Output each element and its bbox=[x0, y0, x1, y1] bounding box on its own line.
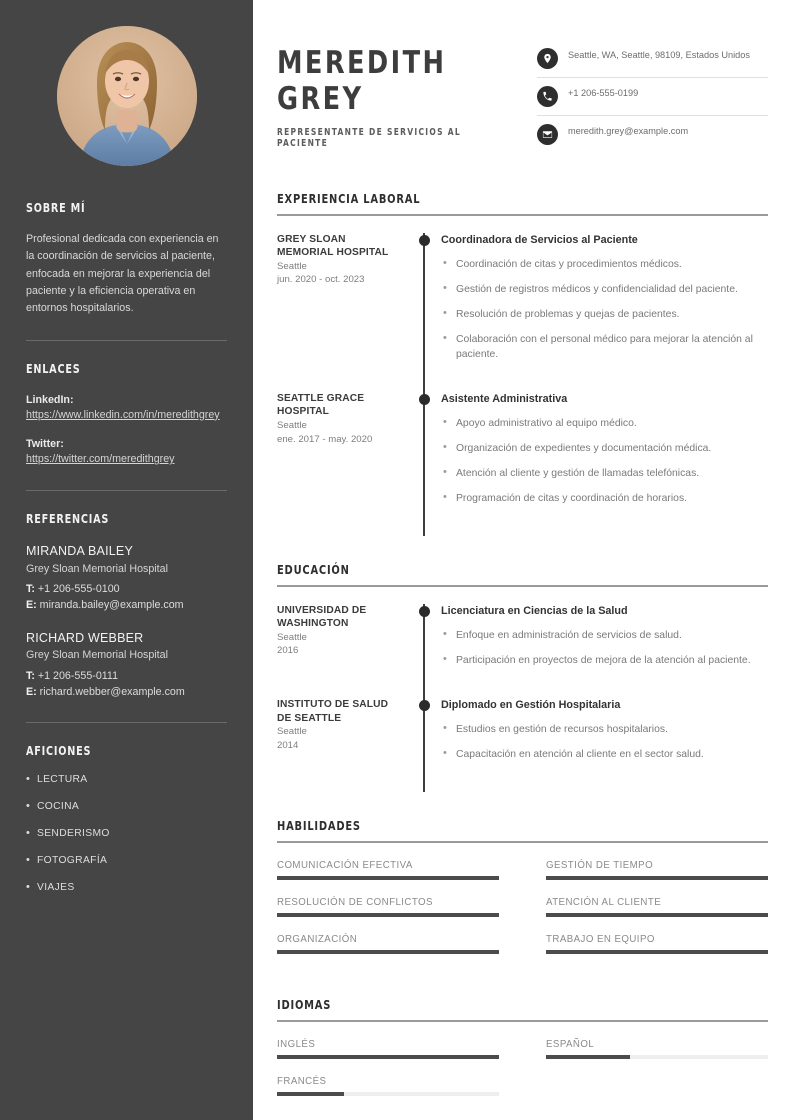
entry-org: UNIVERSIDAD DE WASHINGTON bbox=[277, 604, 367, 630]
divider bbox=[26, 722, 227, 723]
portrait-illustration bbox=[57, 26, 197, 166]
avatar bbox=[57, 26, 197, 166]
section-title-links: ENLACES bbox=[26, 360, 81, 376]
timeline-line bbox=[423, 233, 425, 392]
timeline-track bbox=[415, 233, 441, 392]
language-label: INGLÉS bbox=[277, 1038, 316, 1050]
reference-item bbox=[26, 629, 227, 700]
reference-phone-label: T: bbox=[26, 669, 35, 682]
entry-body bbox=[441, 604, 768, 698]
experience-entry bbox=[277, 233, 768, 392]
hobby-item: • SENDERISMO bbox=[26, 828, 227, 839]
skill-bar-fill bbox=[546, 876, 768, 880]
timeline-track bbox=[415, 604, 441, 698]
entry-bullet: • Enfoque en administración de servicios de salud. bbox=[441, 628, 768, 643]
skill-bar-fill bbox=[277, 876, 499, 880]
contact-row-address bbox=[537, 40, 768, 78]
skill-bar-fill bbox=[546, 950, 768, 954]
section-title-skills: HABILIDADES bbox=[277, 818, 361, 834]
entry-title: Coordinadora de Servicios al Paciente bbox=[441, 233, 638, 246]
education-entry bbox=[277, 604, 768, 698]
language-label: FRANCÉS bbox=[277, 1075, 327, 1087]
section-hobbies bbox=[26, 743, 227, 893]
profile-photo-wrap bbox=[26, 26, 227, 166]
skill-item bbox=[277, 860, 499, 880]
timeline-dot-icon bbox=[419, 700, 430, 711]
skill-bar-fill bbox=[277, 950, 499, 954]
timeline-line bbox=[423, 392, 425, 536]
phone-icon bbox=[537, 86, 558, 107]
contact-row-email bbox=[537, 116, 768, 153]
entry-meta bbox=[277, 698, 415, 792]
section-references bbox=[26, 511, 227, 700]
section-title-experience: EXPERIENCIA LABORAL bbox=[277, 191, 421, 206]
reference-email: richard.webber@example.com bbox=[39, 685, 185, 698]
location-pin-icon bbox=[537, 48, 558, 69]
timeline-dot-icon bbox=[419, 235, 430, 246]
entry-bullet: • Atención al cliente y gestión de llamadas telefónicas. bbox=[441, 466, 768, 481]
spacer bbox=[277, 542, 768, 562]
language-bar-fill bbox=[277, 1055, 499, 1059]
section-rule bbox=[277, 841, 768, 843]
section-title-education: EDUCACIÓN bbox=[277, 562, 350, 578]
envelope-icon bbox=[537, 124, 558, 145]
reference-email-row bbox=[26, 684, 227, 700]
spacer bbox=[277, 798, 768, 818]
link-url-twitter[interactable]: https://twitter.com/meredithgrey bbox=[26, 453, 175, 466]
reference-phone: +1 206-555-0111 bbox=[37, 669, 119, 682]
entry-org: GREY SLOAN MEMORIAL HOSPITAL bbox=[277, 233, 389, 259]
link-item-linkedin bbox=[26, 392, 227, 424]
skill-item bbox=[546, 860, 768, 880]
entry-body bbox=[441, 233, 768, 392]
reference-name: MIRANDA BAILEY bbox=[26, 543, 133, 558]
timeline-track bbox=[415, 392, 441, 536]
entry-bullet: • Estudios en gestión de recursos hospitalarios. bbox=[441, 722, 768, 737]
entry-bullet: • Apoyo administrativo al equipo médico. bbox=[441, 416, 768, 431]
entry-body bbox=[441, 392, 768, 536]
contact-address: Seattle, WA, Seattle, 98109, Estados Unidos bbox=[567, 50, 750, 60]
skill-label: COMUNICACIÓN EFECTIVA bbox=[277, 859, 413, 871]
section-experience bbox=[277, 191, 768, 536]
entry-location: Seattle bbox=[277, 419, 307, 431]
entry-meta bbox=[277, 604, 415, 698]
language-bar-track bbox=[277, 1092, 499, 1096]
section-title-languages: IDIOMAS bbox=[277, 996, 332, 1012]
reference-org: Grey Sloan Memorial Hospital bbox=[26, 649, 168, 662]
entry-dates: jun. 2020 - oct. 2023 bbox=[277, 274, 365, 286]
entry-title: Licenciatura en Ciencias de la Salud bbox=[441, 604, 628, 617]
language-bar-track bbox=[546, 1055, 768, 1059]
skill-bar-fill bbox=[277, 913, 499, 917]
name-block bbox=[277, 34, 537, 149]
entry-bullet: • Programación de citas y coordinación de horarios. bbox=[441, 491, 768, 506]
entry-meta bbox=[277, 392, 415, 536]
link-label: LinkedIn: bbox=[26, 393, 74, 406]
reference-phone-label: T: bbox=[26, 582, 35, 595]
entry-bullet: • Coordinación de citas y procedimientos médicos. bbox=[441, 257, 768, 272]
skill-label: RESOLUCIÓN DE CONFLICTOS bbox=[277, 896, 433, 908]
entry-bullet: • Gestión de registros médicos y confidencialidad del paciente. bbox=[441, 282, 768, 297]
entry-bullet: • Organización de expedientes y documentación médica. bbox=[441, 441, 768, 456]
skill-bar-track bbox=[546, 950, 768, 954]
skill-bar-fill bbox=[546, 913, 768, 917]
hobby-item: • VIAJES bbox=[26, 882, 227, 893]
section-languages bbox=[277, 997, 768, 1113]
reference-phone-row bbox=[26, 668, 227, 684]
divider bbox=[26, 490, 227, 491]
entry-location: Seattle bbox=[277, 260, 307, 272]
language-bar-fill bbox=[277, 1092, 344, 1096]
contact-email: meredith.grey@example.com bbox=[567, 126, 689, 136]
reference-phone: +1 206-555-0100 bbox=[37, 582, 120, 595]
entry-body bbox=[441, 698, 768, 792]
language-item bbox=[277, 1076, 499, 1096]
skill-bar-track bbox=[277, 876, 499, 880]
entry-dates: ene. 2017 - may. 2020 bbox=[277, 433, 373, 445]
entry-meta bbox=[277, 233, 415, 392]
reference-phone-row bbox=[26, 581, 227, 597]
section-title-about: SOBRE MÍ bbox=[26, 200, 86, 215]
entry-dates: 2016 bbox=[277, 645, 299, 657]
experience-entry bbox=[277, 392, 768, 536]
entry-location: Seattle bbox=[277, 631, 307, 643]
timeline-dot-icon bbox=[419, 606, 430, 617]
entry-org: INSTITUTO DE SALUD DE SEATTLE bbox=[277, 699, 389, 724]
section-title-hobbies: AFICIONES bbox=[26, 742, 92, 758]
skill-bar-track bbox=[546, 876, 768, 880]
timeline-line bbox=[423, 604, 425, 698]
reference-email-row bbox=[26, 597, 227, 613]
spacer bbox=[277, 977, 768, 997]
sidebar bbox=[0, 0, 253, 1120]
entry-bullet: • Participación en proyectos de mejora de la atención al paciente. bbox=[441, 653, 768, 668]
reference-email: miranda.bailey@example.com bbox=[39, 598, 184, 611]
section-rule bbox=[277, 1020, 768, 1022]
entry-title: Asistente Administrativa bbox=[441, 393, 568, 406]
section-rule bbox=[277, 214, 768, 216]
link-url-linkedin[interactable]: https://www.linkedin.com/in/meredithgrey bbox=[26, 408, 220, 421]
contact-phone: +1 206-555-0199 bbox=[567, 88, 639, 98]
entry-title: Diplomado en Gestión Hospitalaria bbox=[441, 699, 621, 712]
skill-label: GESTIÓN DE TIEMPO bbox=[546, 859, 654, 871]
entry-bullet: • Resolución de problemas y quejas de pacientes. bbox=[441, 307, 768, 322]
link-item-twitter bbox=[26, 436, 227, 468]
last-name: GREY bbox=[277, 80, 364, 117]
language-bar-track bbox=[277, 1055, 499, 1059]
reference-email-label: E: bbox=[26, 598, 37, 611]
section-education bbox=[277, 562, 768, 792]
timeline-line bbox=[423, 698, 425, 792]
reference-email-label: E: bbox=[26, 685, 37, 698]
skills-grid bbox=[277, 860, 768, 971]
link-label: Twitter: bbox=[26, 438, 64, 451]
reference-item bbox=[26, 542, 227, 613]
reference-org: Grey Sloan Memorial Hospital bbox=[26, 562, 168, 575]
main-content bbox=[253, 0, 794, 1120]
timeline-track bbox=[415, 698, 441, 792]
hobby-item: • FOTOGRAFÍA bbox=[26, 855, 227, 866]
header bbox=[277, 34, 768, 153]
timeline-dot-icon bbox=[419, 394, 430, 405]
contact-list bbox=[537, 34, 768, 153]
language-label: ESPAÑOL bbox=[546, 1038, 595, 1050]
section-skills bbox=[277, 818, 768, 971]
entry-bullet: • Capacitación en atención al cliente en el sector salud. bbox=[441, 747, 768, 762]
language-item bbox=[546, 1039, 768, 1059]
entry-org: SEATTLE GRACE HOSPITAL bbox=[277, 393, 365, 418]
skill-bar-track bbox=[277, 950, 499, 954]
divider bbox=[26, 340, 227, 341]
skill-bar-track bbox=[546, 913, 768, 917]
education-entry bbox=[277, 698, 768, 792]
reference-name: RICHARD WEBBER bbox=[26, 630, 144, 645]
entry-bullet: • Colaboración con el personal médico para mejorar la atención al paciente. bbox=[441, 332, 768, 362]
skill-item bbox=[277, 897, 499, 917]
entry-location: Seattle bbox=[277, 726, 307, 738]
section-title-references: REFERENCIAS bbox=[26, 510, 110, 526]
skill-bar-track bbox=[277, 913, 499, 917]
skill-label: ORGANIZACIÓN bbox=[277, 933, 358, 945]
skill-item bbox=[277, 934, 499, 954]
language-item bbox=[277, 1039, 499, 1059]
section-about bbox=[26, 200, 227, 318]
contact-row-phone bbox=[537, 78, 768, 116]
languages-grid bbox=[277, 1039, 768, 1113]
section-rule bbox=[277, 585, 768, 587]
entry-dates: 2014 bbox=[277, 739, 299, 751]
hobby-item: • LECTURA bbox=[26, 774, 227, 785]
job-role-subtitle: REPRESENTANTE DE SERVICIOS AL PACIENTE bbox=[277, 126, 462, 149]
about-text: Profesional dedicada con experiencia en la coordinación de servicios al paciente, enfocada en mejorar la experiencia del paciente y la eficiencia operativa en entornos hospitalarios. bbox=[26, 233, 219, 315]
section-links bbox=[26, 361, 227, 468]
skill-label: ATENCIÓN AL CLIENTE bbox=[546, 896, 662, 908]
hobby-item: • COCINA bbox=[26, 801, 227, 812]
language-bar-fill bbox=[546, 1055, 630, 1059]
skill-item bbox=[546, 934, 768, 954]
skill-item bbox=[546, 897, 768, 917]
first-name: MEREDITH bbox=[277, 45, 447, 81]
skill-label: TRABAJO EN EQUIPO bbox=[546, 933, 655, 945]
